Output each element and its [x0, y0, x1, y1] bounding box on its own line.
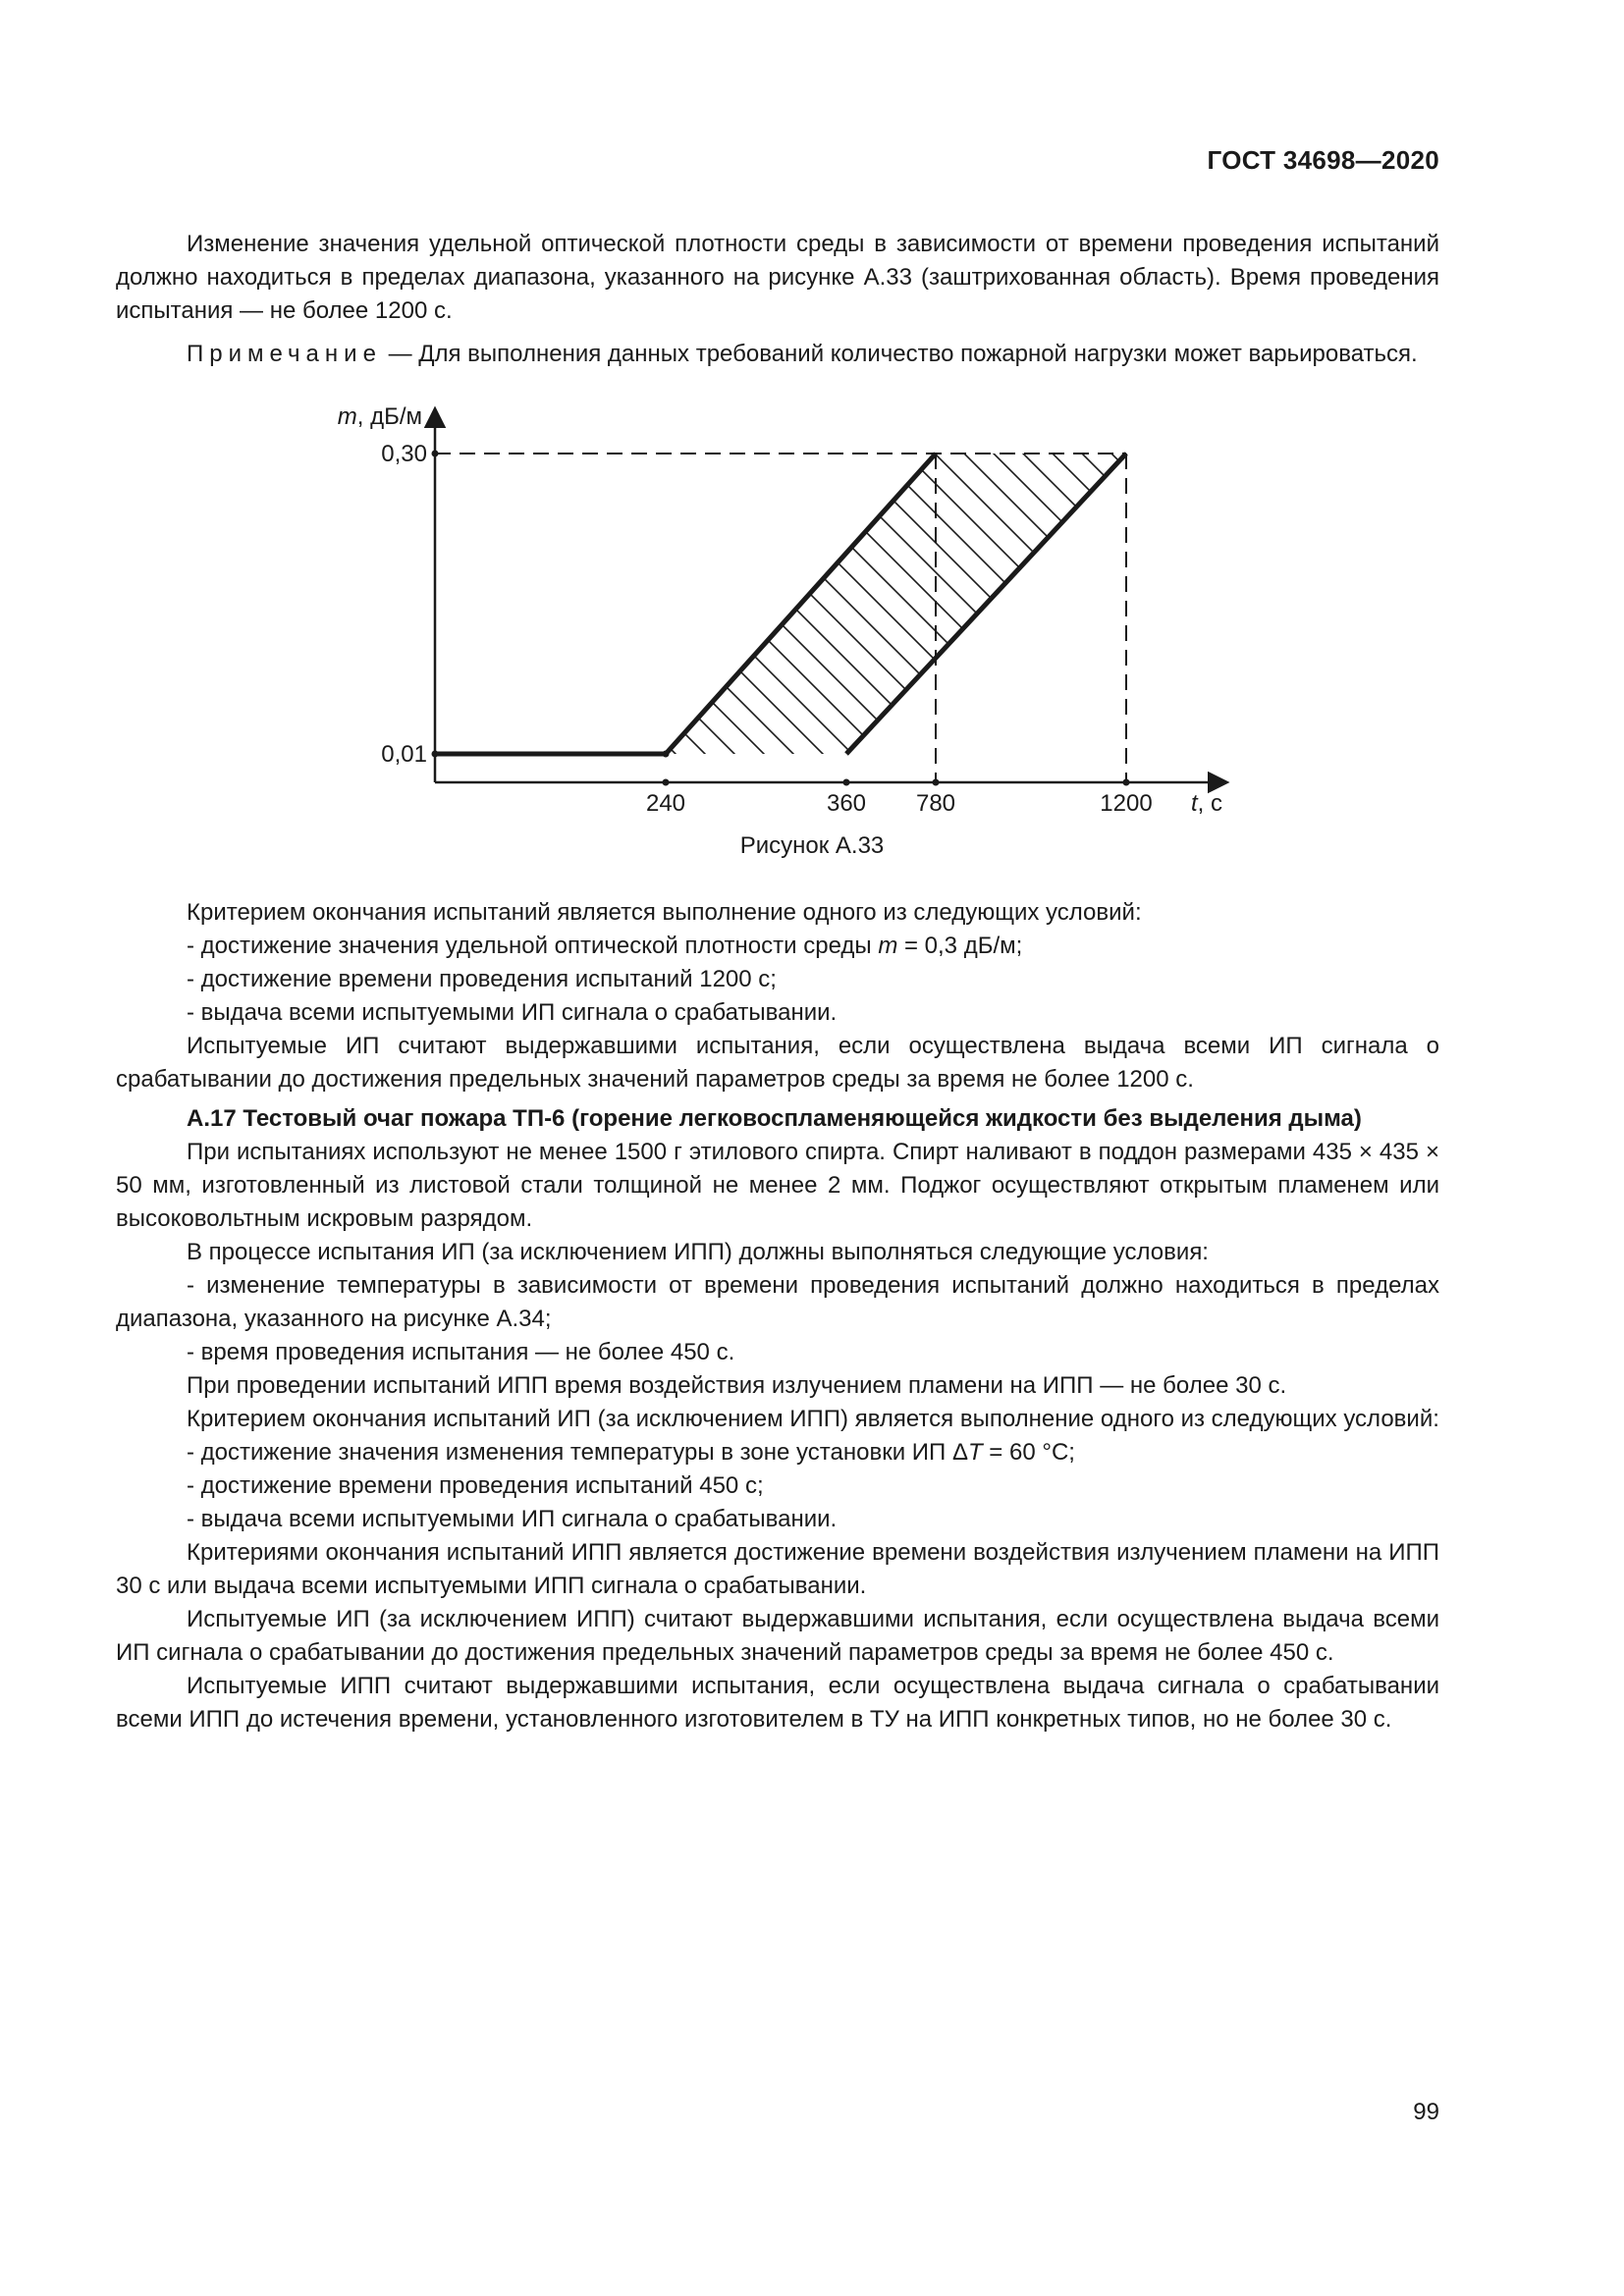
page-number: 99	[1413, 2099, 1439, 2125]
tick-dot	[663, 779, 670, 786]
figure-a33-chart	[0, 0, 1624, 834]
paragraph: Критериями окончания испытаний ИПП является достижение времени воздействия излучением пламени на ИПП 30 с или выдача всеми испытуемыми ИПП сигнала о срабатывании.	[116, 1539, 1439, 1599]
hatch-line	[324, 432, 677, 785]
hatch-line	[972, 432, 1326, 785]
tick-dot	[432, 751, 439, 758]
hatch-line	[1090, 432, 1443, 785]
hatch-line	[1178, 432, 1532, 785]
paragraph: Испытуемые ИП считают выдержавшими испытания, если осуществлена выдача всеми ИП сигнала о срабатывании до достижения предельных значений параметров среды за время не более 1200 с.	[116, 1033, 1439, 1093]
hatch-line	[736, 432, 1090, 785]
hatch-line	[1267, 432, 1620, 785]
hatch-line	[560, 432, 913, 785]
tick-dot	[663, 751, 670, 758]
guide-lines	[435, 454, 1126, 782]
tick-dot	[933, 779, 940, 786]
y-tick-label: 0,01	[381, 741, 427, 768]
hatch-line	[1119, 432, 1473, 785]
list-item: - выдача всеми испытуемыми ИП сигнала о срабатывании.	[187, 1506, 838, 1532]
paragraph: В процессе испытания ИП (за исключением ИПП) должны выполняться следующие условия:	[187, 1239, 1209, 1265]
hatch-line	[1149, 432, 1502, 785]
hatch-line	[1031, 432, 1384, 785]
x-tick-label: 1200	[1100, 790, 1153, 817]
hatch-line	[412, 432, 766, 785]
document-id-header: ГОСТ 34698—2020	[1207, 145, 1439, 175]
hatch-line	[353, 432, 707, 785]
paragraph: Испытуемые ИПП считают выдержавшими испытания, если осуществлена выдача сигнала о срабатывании всеми ИПП до истечения времени, установленного изготовителем в ТУ на ИПП конкретных типов, но не более 30 с.	[116, 1673, 1439, 1733]
hatch-line	[530, 432, 884, 785]
paragraph: При проведении испытаний ИПП время воздействия излучением пламени на ИПП — не более 30 с.	[187, 1372, 1287, 1399]
hatch-line	[236, 432, 589, 785]
note-label: Примечание	[187, 341, 382, 367]
list-item: - достижение времени проведения испытаний 450 с;	[187, 1472, 764, 1499]
list-item: - достижение значения удельной оптической плотности среды m = 0,3 дБ/м;	[187, 933, 1023, 959]
hatch-line	[1296, 432, 1624, 785]
tick-dot	[843, 779, 850, 786]
hatch-line	[1208, 432, 1561, 785]
series-upper-boundary	[435, 454, 936, 754]
list-item: - выдача всеми испытуемыми ИП сигнала о срабатывании.	[187, 999, 838, 1026]
intro-paragraph: Изменение значения удельной оптической плотности среды в зависимости от времени проведения испытаний должно находиться в пределах диапазона, указанного на рисунке А.33 (заштрихованная область). Время проведения испытания — не более 1200 с.	[116, 231, 1439, 324]
hatch-line	[501, 432, 854, 785]
y-axis-label: m, дБ/м	[337, 403, 422, 430]
tick-points	[432, 451, 1130, 786]
hatch-line	[648, 432, 1001, 785]
note-text: — Для выполнения данных требований количество пожарной нагрузки может варьироваться.	[381, 341, 1418, 367]
hatch-line	[442, 432, 795, 785]
paragraph: Критерием окончания испытаний ИП (за исключением ИПП) является выполнение одного из следующих условий:	[187, 1406, 1439, 1432]
paragraph: При испытаниях используют не менее 1500 г этилового спирта. Спирт наливают в поддон размерами 435 × 435 × 50 мм, изготовленный из листовой стали толщиной не менее 2 мм. Поджог осуществляют открытым пламенем или высоковольтным искровым разрядом.	[116, 1139, 1439, 1232]
list-item: - изменение температуры в зависимости от времени проведения испытаний должно находиться в пределах диапазона, указанного на рисунке А.34;	[116, 1272, 1439, 1332]
x-tick-label: 360	[826, 790, 867, 817]
hatch-line	[1237, 432, 1591, 785]
hatch-line	[295, 432, 648, 785]
tick-dot	[1123, 779, 1130, 786]
y-tick-label: 0,30	[381, 441, 427, 467]
hatch-line	[1001, 432, 1355, 785]
list-item: - достижение времени проведения испытаний 1200 с;	[187, 966, 777, 992]
tick-dot	[432, 451, 439, 457]
series-lower-boundary	[846, 454, 1126, 754]
x-axis-label: t, с	[1191, 790, 1223, 817]
shaded-region	[236, 432, 1624, 785]
body-section	[116, 896, 1439, 1736]
hatch-line	[913, 432, 1267, 785]
hatch-line	[1060, 432, 1414, 785]
list-item: - время проведения испытания — не более 450 с.	[187, 1339, 735, 1365]
list-item: - достижение значения изменения температуры в зоне установки ИП ΔT = 60 °С;	[187, 1439, 1075, 1466]
hatch-line	[677, 432, 1031, 785]
figure-caption: Рисунок А.33	[739, 832, 885, 859]
hatch-line	[943, 432, 1296, 785]
hatch-line	[707, 432, 1060, 785]
x-tick-label: 240	[645, 790, 686, 817]
hatch-line	[589, 432, 943, 785]
section-heading: А.17 Тестовый очаг пожара ТП-6 (горение легковоспламеняющейся жидкости без выделения дыма)	[187, 1105, 1362, 1132]
paragraph: Испытуемые ИП (за исключением ИПП) считают выдержавшими испытания, если осуществлена выдача всеми ИП сигнала о срабатывании до достижения предельных значений параметров среды за время не более 450 с.	[116, 1606, 1439, 1666]
hatch-line	[471, 432, 825, 785]
hatch-line	[766, 432, 1119, 785]
paragraph: Критерием окончания испытаний является выполнение одного из следующих условий:	[187, 899, 1142, 926]
hatch-line	[265, 432, 619, 785]
x-tick-label: 780	[915, 790, 956, 817]
